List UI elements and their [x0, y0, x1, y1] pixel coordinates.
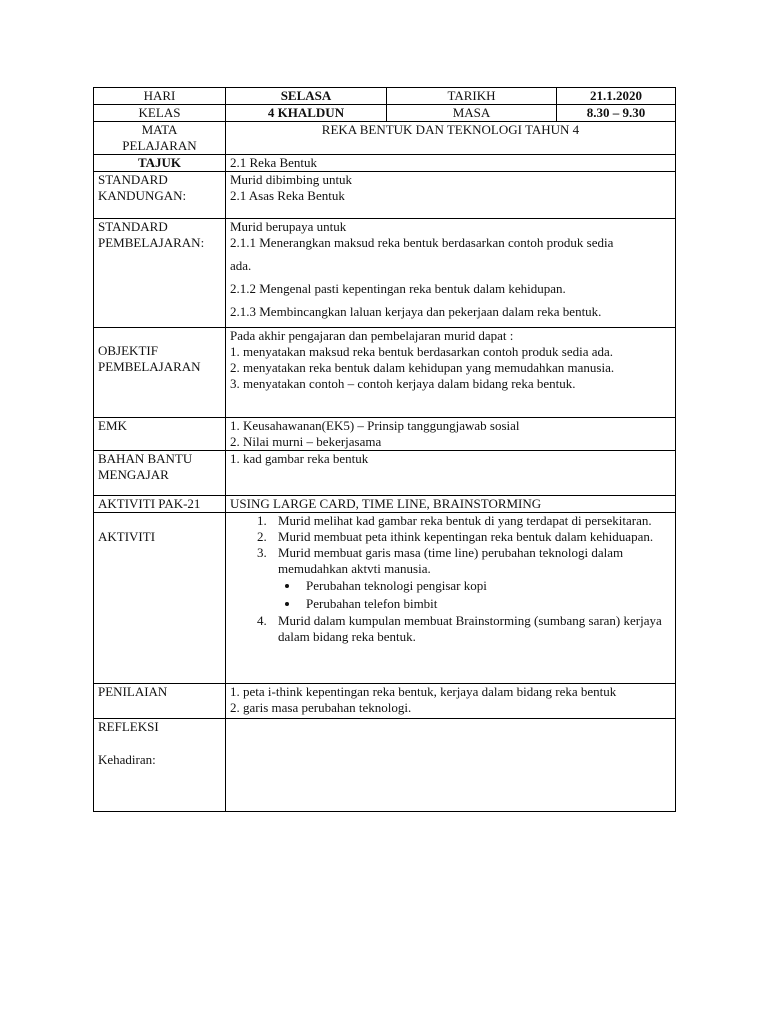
row-standard-kandungan [94, 172, 676, 219]
pak21-value: USING LARGE CARD, TIME LINE, BRAINSTORMING [226, 496, 676, 513]
kehadiran-label: Kehadiran: [98, 752, 156, 767]
tajuk-value: 2.1 Reka Bentuk [226, 155, 676, 172]
aktiviti-item-3 [270, 545, 671, 613]
standard-pembelajaran-label [94, 219, 226, 328]
aktiviti-label: AKTIVITI [94, 513, 226, 684]
bahan-label-line-2: MENGAJAR [98, 467, 169, 482]
sp-item-1b: ada. [230, 258, 252, 273]
aktiviti-value [226, 513, 676, 684]
row-bahan-bantu [94, 451, 676, 496]
sp-label-line-1: STANDARD [98, 219, 168, 234]
bahan-value: 1. kad gambar reka bentuk [226, 451, 676, 496]
standard-kandungan-label [94, 172, 226, 219]
obj-intro: Pada akhir pengajaran dan pembelajaran murid dapat : [230, 328, 514, 343]
mata-pelajaran-label [94, 122, 226, 155]
penilaian-value [226, 684, 676, 719]
row-aktiviti [94, 513, 676, 684]
bahan-label [94, 451, 226, 496]
obj-label-line-1: OBJEKTIF [98, 343, 158, 358]
hari-value: SELASA [226, 88, 387, 105]
mata-pelajaran-value: REKA BENTUK DAN TEKNOLOGI TAHUN 4 [226, 122, 676, 155]
sk-line-2: 2.1 Asas Reka Bentuk [230, 188, 345, 203]
row-penilaian [94, 684, 676, 719]
objektif-label [94, 328, 226, 418]
penilaian-label: PENILAIAN [94, 684, 226, 719]
standard-kandungan-value [226, 172, 676, 219]
masa-value: 8.30 – 9.30 [557, 105, 676, 122]
row-kelas [94, 105, 676, 122]
kelas-label: KELAS [94, 105, 226, 122]
sk-label-line-2: KANDUNGAN: [98, 188, 187, 203]
row-mata-pelajaran [94, 122, 676, 155]
pak21-label: AKTIVITI PAK-21 [94, 496, 226, 513]
hari-label: HARI [94, 88, 226, 105]
sp-intro: Murid berupaya untuk [230, 219, 347, 234]
aktiviti-item-4: 4. Murid dalam kumpulan membuat Brainstorming (sumbang saran) kerjaya dalam bidang reka bentuk. [270, 613, 671, 645]
penilaian-item-2: 2. garis masa perubahan teknologi. [230, 700, 412, 715]
refleksi-label [94, 719, 226, 812]
aktiviti-item-2: 2. Murid membuat peta ithink kepentingan reka bentuk dalam kehiduapan. [270, 529, 671, 545]
obj-label-line-2: PEMBELAJARAN [98, 359, 201, 374]
row-tajuk [94, 155, 676, 172]
kelas-value: 4 KHALDUN [226, 105, 387, 122]
row-refleksi [94, 719, 676, 812]
refleksi-title: REFLEKSI [98, 719, 159, 734]
aktiviti-list [230, 513, 671, 645]
penilaian-item-1: 1. peta i-think kepentingan reka bentuk, kerjaya dalam bidang reka bentuk [230, 684, 617, 699]
obj-item-3: 3. menyatakan contoh – contoh kerjaya dalam bidang reka bentuk. [230, 376, 576, 391]
aktiviti-sub-2: • Perubahan telefon bimbit [300, 595, 671, 613]
aktiviti-item-1: 1. Murid melihat kad gambar reka bentuk di yang terdapat di persekitaran. [270, 513, 671, 529]
mata-label-line-2: PELAJARAN [122, 138, 197, 153]
standard-pembelajaran-value [226, 219, 676, 328]
bahan-label-line-1: BAHAN BANTU [98, 451, 193, 466]
row-hari [94, 88, 676, 105]
sk-line-1: Murid dibimbing untuk [230, 172, 353, 187]
aktiviti-sub-1: • Perubahan teknologi pengisar kopi [300, 577, 671, 595]
emk-item-1: 1. Keusahawanan(EK5) – Prinsip tanggungjawab sosial [230, 418, 520, 433]
refleksi-value[interactable] [226, 719, 676, 812]
row-pak21 [94, 496, 676, 513]
emk-value [226, 418, 676, 451]
tarikh-value: 21.1.2020 [557, 88, 676, 105]
row-standard-pembelajaran [94, 219, 676, 328]
emk-item-2: 2. Nilai murni – bekerjasama [230, 434, 382, 449]
aktiviti-sublist [278, 577, 671, 613]
emk-label: EMK [94, 418, 226, 451]
aktiviti-item-3-text: Murid membuat garis masa (time line) perubahan teknologi dalam memudahkan aktvti manusia. [278, 545, 624, 576]
masa-label: MASA [387, 105, 557, 122]
sp-item-2: 2.1.2 Mengenal pasti kepentingan reka bentuk dalam kehidupan. [230, 281, 566, 296]
sp-label-line-2: PEMBELAJARAN: [98, 235, 205, 250]
sk-label-line-1: STANDARD [98, 172, 168, 187]
objektif-value [226, 328, 676, 418]
row-emk [94, 418, 676, 451]
sp-item-1a: 2.1.1 Menerangkan maksud reka bentuk berdasarkan contoh produk sedia [230, 235, 614, 250]
tarikh-label: TARIKH [387, 88, 557, 105]
tajuk-label: TAJUK [94, 155, 226, 172]
lesson-plan-table [93, 87, 676, 812]
obj-item-2: 2. menyatakan reka bentuk dalam kehidupan yang memudahkan manusia. [230, 360, 615, 375]
row-objektif [94, 328, 676, 418]
obj-item-1: 1. menyatakan maksud reka bentuk berdasarkan contoh produk sedia ada. [230, 344, 614, 359]
sp-item-3: 2.1.3 Membincangkan laluan kerjaya dan pekerjaan dalam reka bentuk. [230, 304, 602, 319]
mata-label-line-1: MATA [141, 122, 178, 137]
